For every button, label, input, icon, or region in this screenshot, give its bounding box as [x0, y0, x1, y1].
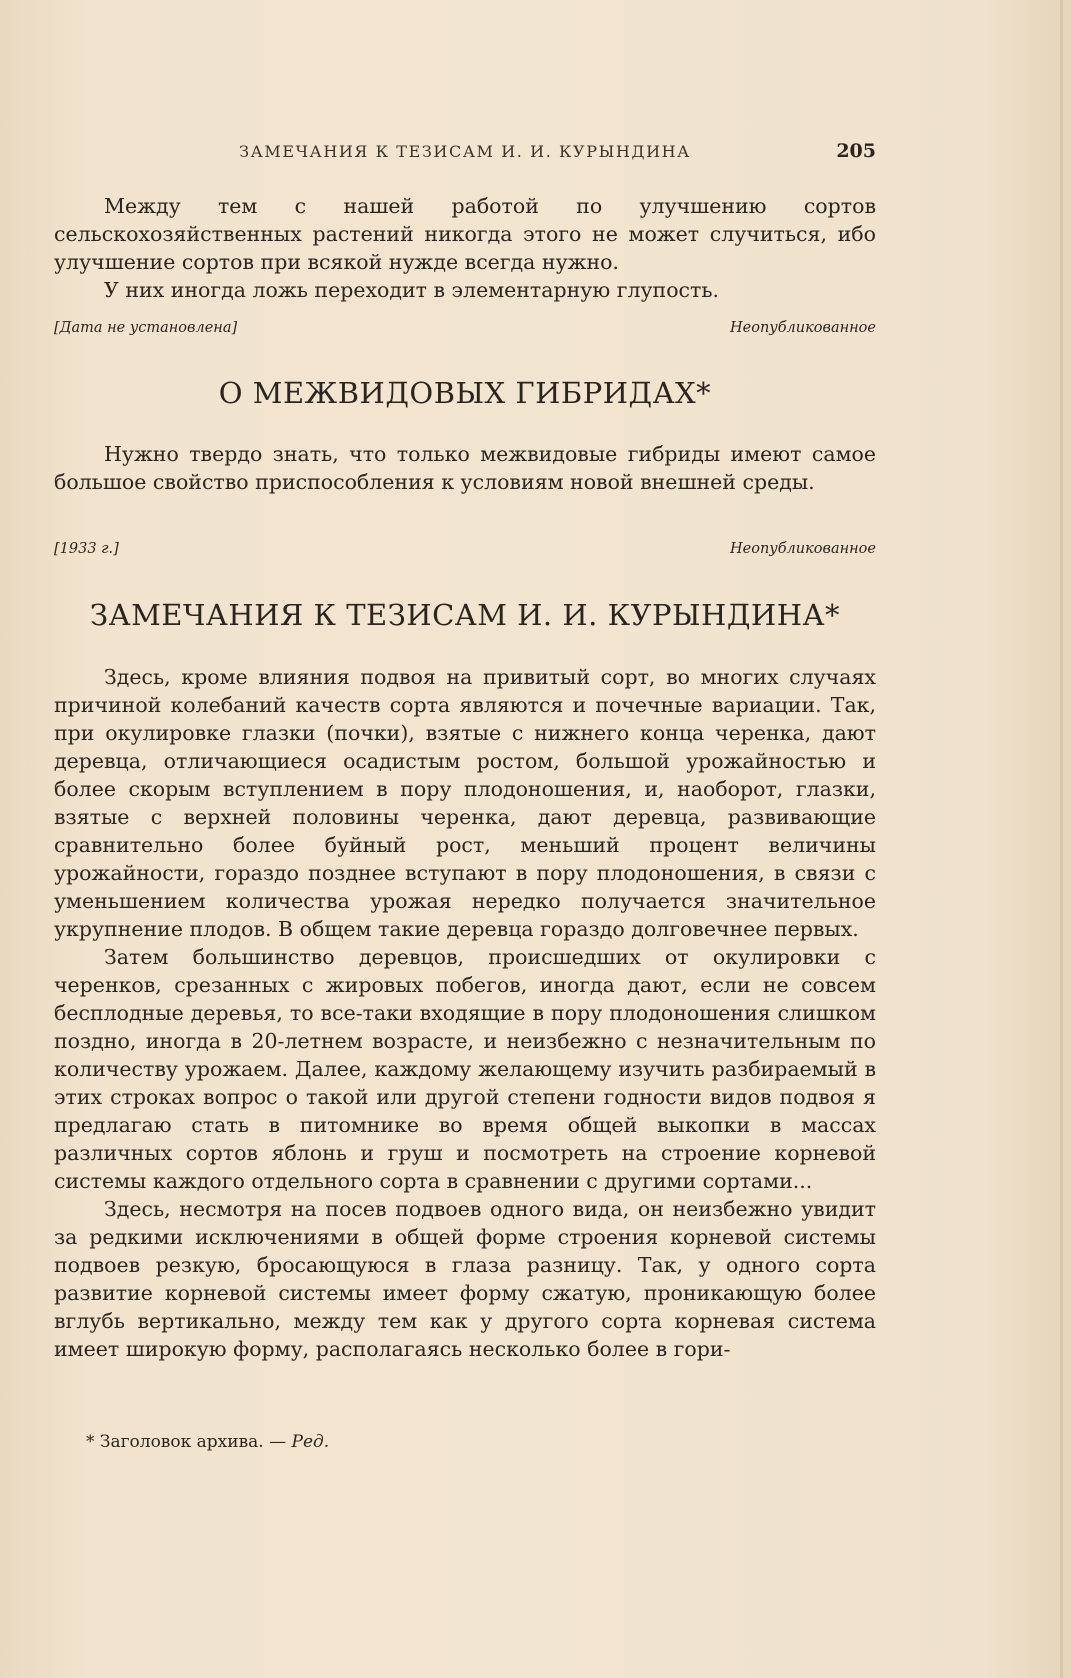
intro-meta — [54, 320, 876, 342]
publication-status: Неопубликованное — [729, 320, 876, 336]
section1-text — [54, 440, 876, 496]
section-title: О МЕЖВИДОВЫХ ГИБРИДАХ* — [218, 376, 712, 410]
footnote-text: * Заголовок архива. — — [86, 1432, 292, 1452]
paragraph: Затем большинство деревцов, происшедших от окулировки с черенков, срезанных с жировых побегов, иногда дают, если не совсем бесплодные деревья, то все-таки входящие в пору плодоношения слишком поздно, иногда в 20-летнем возрасте, и неизбежно с незначительным по количеству урожаем. Далее, каждому желающему изучить разбираемый в этих строках вопрос о такой или другой степени годности видов подвоя я предлагаю стать в питомнике во время общей выкопки в массах различных сортов яблонь и груш и посмотреть на строение корневой системы каждого отдельного сорта в сравнении с другими сортами... — [54, 945, 876, 1193]
paragraph: Между тем с нашей работой по улучшению сортов сельскохозяйственных растений никогда этого не может случиться, ибо улучшение сортов при всякой нужде всегда нужно. — [54, 194, 876, 274]
page-edge — [1060, 0, 1063, 1678]
section2-text — [54, 663, 876, 1363]
section-title: ЗАМЕЧАНИЯ К ТЕЗИСАМ И. И. КУРЫНДИНА* — [90, 598, 840, 632]
publication-status: Неопубликованное — [729, 541, 876, 557]
page-number: 205 — [836, 140, 876, 162]
paragraph: Здесь, кроме влияния подвоя на привитый сорт, во многих случаях причиной колебаний качеств сорта являются и почечные вариации. Так, при окулировке глазки (почки), взятые с нижнего конца черенка, дают деревца, отличающиеся осадистым ростом, большой урожайностью и более скорым вступлением в пору плодоношения, и, наоборот, глазки, взятые с верхней половины черенка, дают деревца, развивающие сравнительно более буйный рост, меньший процент величины урожайности, гораздо позднее вступают в пору плодоношения, в связи с уменьшением количества урожая нередко получается значительное укрупнение плодов. В общем такие деревца гораздо долговечнее первых. — [54, 665, 876, 941]
date-note: [1933 г.] — [54, 541, 119, 557]
page-header — [54, 142, 876, 166]
intro-text — [54, 192, 876, 304]
paragraph: Здесь, несмотря на посев подвоев одного вида, он неизбежно увидит за редкими исключениями в общей форме строения корневой системы подвоев резкую, бросающуюся в глаза разницу. Так, у одного сорта развитие корневой системы имеет форму сжатую, проникающую более вглубь вертикально, между тем как у другого сорта корневая система имеет широкую форму, располагаясь несколько более в гори- — [54, 1197, 876, 1361]
section1-meta — [54, 541, 876, 563]
paragraph: У них иногда ложь переходит в элементарную глупость. — [104, 278, 720, 302]
footnote-editor: Ред. — [291, 1432, 330, 1452]
footnote — [86, 1432, 329, 1452]
date-note: [Дата не установлена] — [54, 320, 238, 336]
running-head: ЗАМЕЧАНИЯ К ТЕЗИСАМ И. И. КУРЫНДИНА — [239, 142, 691, 161]
paragraph: Нужно твердо знать, что только межвидовые гибриды имеют самое большое свойство приспособления к условиям новой внешней среды. — [54, 442, 876, 494]
